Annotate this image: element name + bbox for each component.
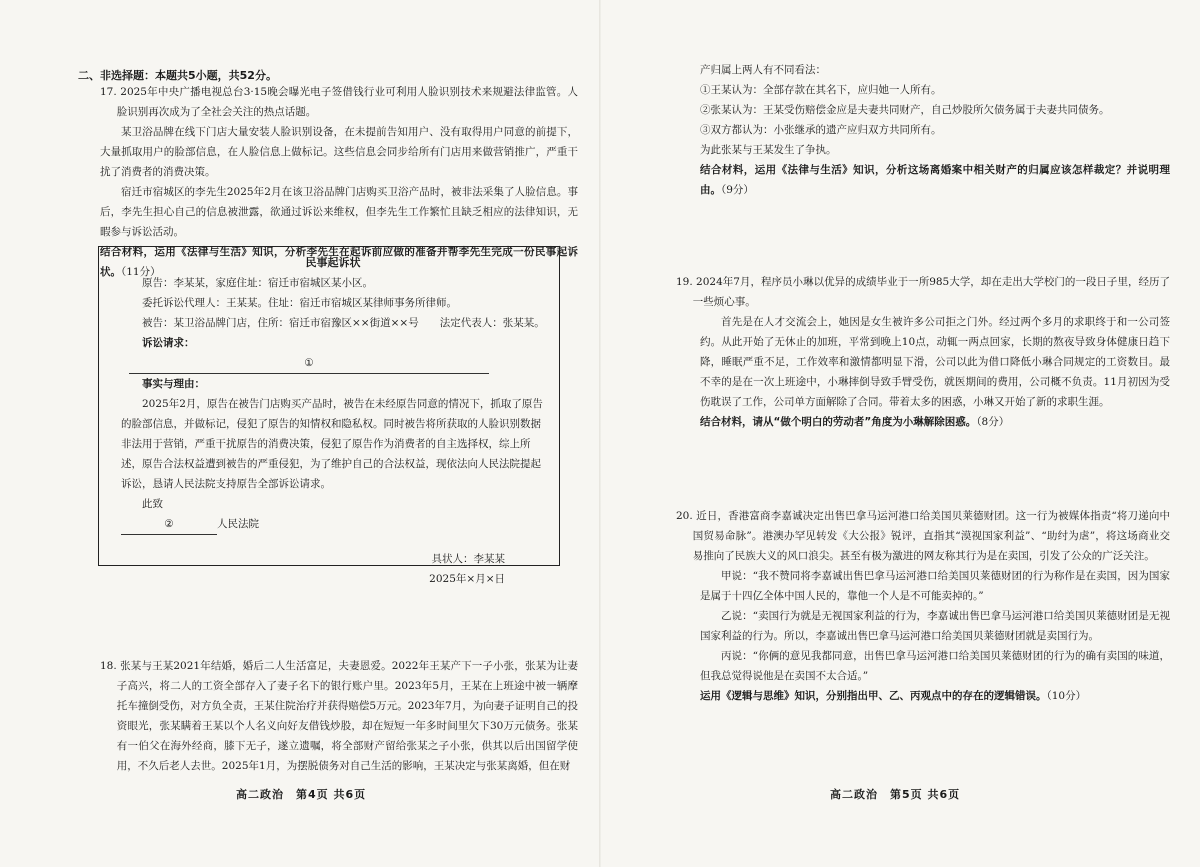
answer-blank-2[interactable]: ② — [121, 514, 217, 535]
q17-paragraph: 17. 2025年中央广播电视总台3·15晚会曝光电子签借钱行业可利用人脸识别技术来规避法律监管。人脸识别再次成为了全社会关注的热点话题。 — [100, 86, 578, 118]
answer-blank-1[interactable]: ① — [129, 353, 489, 374]
q17-prompt-text: 结合材料，运用《法律与生活》知识，分析李先生在起诉前应做的准备并帮李先生完成一份民事起诉状。 — [100, 246, 578, 278]
complaint-claims-label: 诉讼请求： — [142, 337, 195, 349]
q19-prompt — [700, 412, 1170, 432]
complaint-court-suffix: 人民法院 — [217, 518, 259, 530]
q18-paragraph: 18. 张某与王某2021年结婚，婚后二人生活富足，夫妻恩爱。2022年王某产下一子小张，张某为让妻子高兴，将二人的工资全部存入了妻子名下的银行账户里。2023年5月，王某在上班途中被一辆摩托车撞倒受伤，对方负全责，王某住院治疗并获得赔偿5万元。2023年7月，为向妻子证明自己的投资眼光，张某瞒着王某以个人名义向好友借钱炒股，却在短短一年多时间里欠下30万元债务。张某有一伯父在海外经商，膝下无子，遂立遗嘱，将全部财产留给张某之子小张，供其以后出国留学使用，不久后老人去世。2025年1月，为摆脱债务对自己生活的影响，王某决定与张某离婚，但在财 — [100, 660, 578, 772]
complaint-defendant: 被告：某卫浴品牌门店，住所：宿迁市宿豫区××街道××号 法定代表人：张某某。 — [142, 317, 545, 329]
q17-paragraph: 某卫浴品牌在线下门店大量安装人脸识别设备，在未提前告知用户、没有取得用户同意的前提下，大量抓取用户的脸部信息，在人脸信息上做标记。这些信息会同步给所有门店用来做营销推广，严重干扰了消费者的消费决策。 — [100, 126, 578, 178]
civil-complaint-form — [98, 246, 560, 585]
complaint-title: 民事起诉状 — [305, 256, 361, 269]
exam-page-5 — [600, 0, 1200, 867]
complaint-facts: 2025年2月，原告在被告门店购买产品时，被告在未经原告同意的情况下，抓取了原告的脸部信息，并做标记，侵犯了原告的知情权和隐私权。同时被告将所获取的人脸识别数据非法用于营销，严重干扰原告的消费决策，侵犯了原告作为消费者的自主选择权，综上所述，原告合法权益遭到被告的严重侵犯，为了维护自己的合法权益，现依法向人民法院提起诉讼，恳请人民法院支持原告全部诉讼请求。 — [121, 398, 543, 490]
q19-prompt-text: 结合材料，请从“做个明白的劳动者”角度为小琳解除困惑。 — [700, 416, 977, 428]
q19-lead: 19. 2024年7月，程序员小琳以优异的成绩毕业于一所985大学，却在走出大学校门的一段日子里，经历了一些烦心事。 — [676, 276, 1170, 308]
section-heading: 二、非选择题：本题共5小题，共52分。 — [78, 69, 277, 82]
complaint-agent: 委托诉讼代理人：王某某。住址：宿迁市宿城区某律师事务所律师。 — [142, 297, 457, 309]
q18-opinion: ③双方都认为：小张继承的遗产应归双方共同所有。 — [700, 124, 942, 136]
question-18-continued — [700, 60, 1170, 200]
q20-opinion-jia: 甲说：“我不赞同将李嘉诚出售巴拿马运河港口给美国贝莱德财团的行为称作是在卖国，因为国家是属于十四亿全体中国人民的，靠他一个人是不可能卖掉的。” — [700, 570, 1170, 602]
q20-opinion-bing: 丙说：“你俩的意见我都同意，出售巴拿马运河港口给美国贝莱德财团的行为的确有卖国的味道，但我总觉得说他是在卖国不太合适。” — [700, 650, 1170, 682]
q20-lead: 20. 近日，香港富商李嘉诚决定出售巴拿马运河港口给美国贝莱德财团。这一行为被媒体指责“将刀递向中国贸易命脉”。港澳办罕见转发《大公报》锐评，直指其“漠视国家利益”、“助纣为虐”，将这场商业交易推向了民族大义的风口浪尖。甚至有极为激进的网友称其行为是在卖国，引发了公众的广泛关注。 — [676, 510, 1170, 562]
q18-prompt — [700, 160, 1170, 200]
q20-prompt — [700, 686, 1170, 706]
q17-paragraph: 宿迁市宿城区的李先生2025年2月在该卫浴品牌门店购买卫浴产品时，被非法采集了人脸信息。事后，李先生担心自己的信息被泄露，欲通过诉讼来维权，但李先生工作繁忙且缺乏相应的法律知识，无暇参与诉讼活动。 — [100, 186, 578, 238]
complaint-claims-line — [121, 353, 545, 374]
q19-score: （8分） — [976, 416, 1010, 428]
q20-score: （10分） — [1046, 690, 1087, 702]
q18-opinion: ①王某认为：全部存款在其名下，应归她一人所有。 — [700, 84, 942, 96]
page-footer: 高二政治 第5页 共6页 — [830, 788, 961, 801]
q18-intro: 产归属上两人有不同看法： — [700, 64, 826, 76]
complaint-facts-label: 事实与理由： — [142, 378, 205, 390]
complaint-court-line — [121, 514, 545, 535]
q18-outro: 为此张某与王某发生了争执。 — [700, 144, 837, 156]
question-18 — [100, 656, 578, 776]
spacer — [121, 535, 545, 549]
q17-score: （11分） — [121, 266, 161, 278]
complaint-signer: 具状人：李某某 — [431, 553, 505, 565]
complaint-date: 2025年×月×日 — [429, 573, 505, 585]
page-footer: 高二政治 第4页 共6页 — [236, 788, 367, 801]
q18-opinion: ②张某认为：王某受伤赔偿金应是夫妻共同财产，自己炒股所欠债务属于夫妻共同债务。 — [700, 104, 1110, 116]
question-20 — [676, 506, 1170, 706]
q20-prompt-text: 运用《逻辑与思维》知识，分别指出甲、乙、丙观点中的存在的逻辑错误。 — [700, 690, 1047, 702]
complaint-closing: 此致 — [142, 498, 163, 510]
q20-opinion-yi: 乙说：“卖国行为就是无视国家利益的行为，李嘉诚出售巴拿马运河港口给美国贝莱德财团是无视国家利益的行为。所以，李嘉诚出售巴拿马运河港口给美国贝莱德财团就是卖国行为。 — [700, 610, 1170, 642]
q18-score: （9分） — [721, 184, 754, 196]
q19-body: 首先是在人才交流会上，她因是女生被许多公司拒之门外。经过两个多月的求职终于和一公司签约。从此开始了无休止的加班，平常到晚上10点，动辄一两点回家，长期的熬夜导致身体健康日趋下降，睡眠严重不足，工作效率和激情都明显下滑，公司以此为借口降低小琳合同规定的工资数目。最不幸的是在一次上班途中，小琳摔倒导致手臂受伤，就医期间的费用，公司概不负责。11月初因为受伤耽误了工作，公司单方面解除了合同。带着太多的困惑，小琳又开始了新的求职生涯。 — [700, 316, 1170, 408]
q18-prompt-text: 结合材料，运用《法律与生活》知识，分析这场离婚案中相关财产的归属应该怎样裁定？并说明理由。 — [700, 164, 1170, 196]
question-19 — [676, 272, 1170, 432]
complaint-plaintiff: 原告：李某某，家庭住址：宿迁市宿城区某小区。 — [142, 277, 373, 289]
